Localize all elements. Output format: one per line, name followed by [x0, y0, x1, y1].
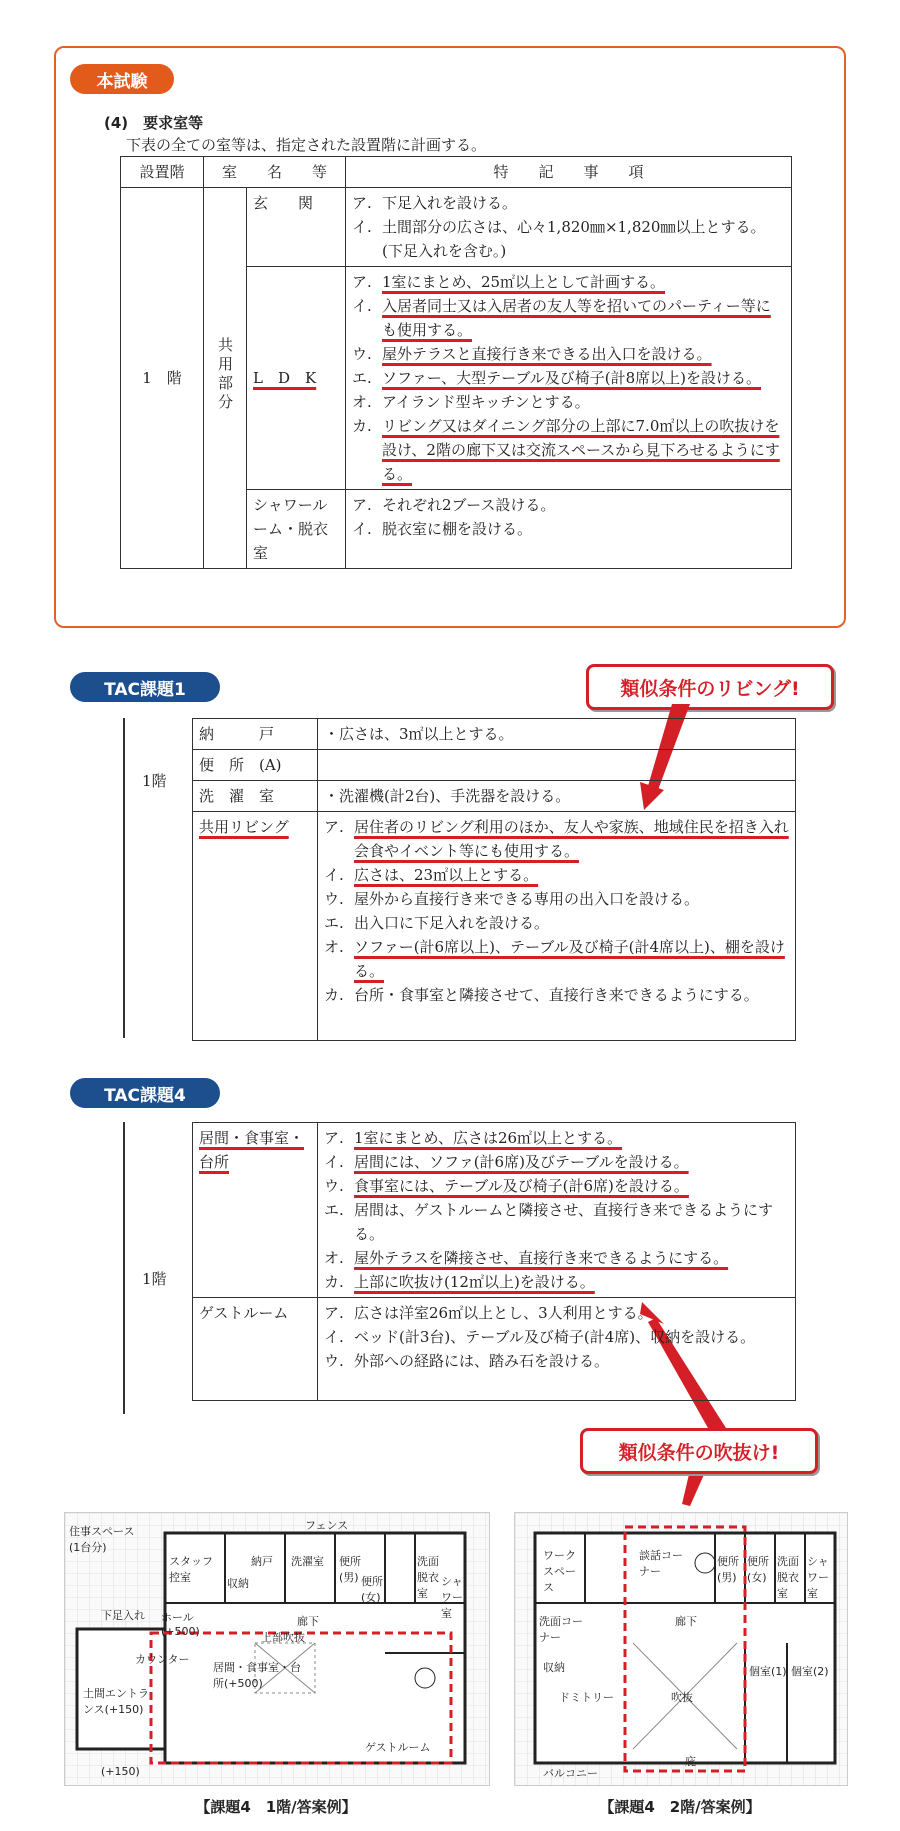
tac1-rule [123, 718, 125, 1038]
tac1-notes: ・広さは、3㎡以上とする。 [318, 719, 796, 750]
tac1-floor: 1階 [142, 772, 167, 790]
section-title: (4) 要求室等 [104, 114, 204, 132]
exam-badge: 本試験 [70, 64, 174, 94]
tac1-badge: TAC課題1 [70, 672, 220, 702]
room-name-ldk: L D K [253, 369, 317, 387]
plan-2f-caption: 【課題4 2階/答案例】 [599, 1798, 761, 1816]
tac4-floor: 1階 [142, 1270, 167, 1288]
room-notes: ア. 下足入れを設ける。 イ. 土間部分の広さは、心々1,820㎜×1,820㎜以上とする。(下足入れを含む。) [346, 188, 792, 267]
tac4-rule [123, 1122, 125, 1414]
tac4-room: ゲストルーム [193, 1298, 318, 1401]
tac4-badge: TAC課題4 [70, 1078, 220, 1108]
tac1-room: 便 所 (A) [193, 750, 318, 781]
tac4-table [192, 1122, 796, 1401]
tac1-room-living: 共用リビング [199, 818, 289, 836]
floor-cell: 1 階 [121, 188, 204, 569]
tac4-room-ldk: 居間・食事室・台所 [199, 1129, 305, 1171]
room-name: シャワールーム・脱衣室 [247, 490, 346, 569]
section-intro: 下表の全ての室等は、指定された設置階に計画する。 [126, 136, 487, 154]
group-cell: 共用部分 [216, 336, 234, 413]
room-notes: ア. それぞれ2ブース設ける。 イ. 脱衣室に棚を設ける。 [346, 490, 792, 569]
tac1-room: 洗 濯 室 [193, 781, 318, 812]
header-floor: 設置階 [121, 157, 204, 188]
tac1-notes: ア. 居住者のリビング利用のほか、友人や家族、地域住民を招き入れ会食やイベント等にも使用する。 イ. 広さは、23㎡以上とする。 ウ. 屋外から直接行き来できる専用の出入口を設ける。 エ. 出入口に下足入れを設ける。 オ. ソファー(計6席以上)、テーブル及び椅子(計4席以上)、棚を設ける。 カ. 台所・食事室と隣接させて、直接行き来できるようにする。 [318, 812, 796, 1041]
tac4-notes: ア. 広さは洋室26㎡以上とし、3人利用とする。 イ. ベッド(計3台)、テーブル及び椅子(計4席)、収納を設ける。 ウ. 外部への経路には、踏み石を設ける。 [318, 1298, 796, 1401]
tac1-callout: 類似条件のリビング! [586, 664, 834, 710]
plan-1f: フェンス 住事スペース(1台分) スタッフ控室 収納 納戸 洗濯室 便所(男) 便所(女) 洗面脱衣室 シャワー室 ホール(+500) 下足入れ 廊下 居間・食事室・台所(+500) 土間エントランス(+150) カウンター ゲストルーム (+150) 上部吹抜 [64, 1512, 490, 1786]
plan-1f-caption: 【課題4 1階/答案例】 [195, 1798, 357, 1816]
tac4-notes: ア. 1室にまとめ、広さは26㎡以上とする。 イ. 居間には、ソファ(計6席)及びテーブルを設ける。 ウ. 食事室には、テーブル及び椅子(計6席)を設ける。 エ. 居間は、ゲストルームと隣接させ、直接行き来できるようにする。 オ. 屋外テラスを隣接させ、直接行き来できるようにする。 カ. 上部に吹抜け(12㎡以上)を設ける。 [318, 1123, 796, 1298]
tac4-callout: 類似条件の吹抜け! [580, 1428, 818, 1474]
header-notes: 特 記 事 項 [346, 157, 792, 188]
tac1-table [192, 718, 796, 1041]
tac1-room: 納 戸 [193, 719, 318, 750]
plan-2f: ワークスペース 談話コーナー 便所(男) 便所(女) 洗面脱衣室 シャワー室 洗面コーナー 廊下 収納 個室(1) 個室(2) ドミトリー 吹抜 バルコニー 庇 [514, 1512, 848, 1786]
room-name: 玄 関 [247, 188, 346, 267]
tac1-notes: ・洗濯機(計2台)、手洗器を設ける。 [318, 781, 796, 812]
header-room: 室 名 等 [204, 157, 346, 188]
room-notes: ア. 1室にまとめ、25㎡以上として計画する。 イ. 入居者同士又は入居者の友人等を招いてのパーティー等にも使用する。 ウ. 屋外テラスと直接行き来できる出入口を設ける。 エ. ソファー、大型テーブル及び椅子(計8席以上)を設ける。 オ. アイランド型キッチンとする。 カ. リビング又はダイニング部分の上部に7.0㎡以上の吹抜けを設け、2階の廊下又は交流スペースから見下ろせるようにする。 [346, 267, 792, 490]
